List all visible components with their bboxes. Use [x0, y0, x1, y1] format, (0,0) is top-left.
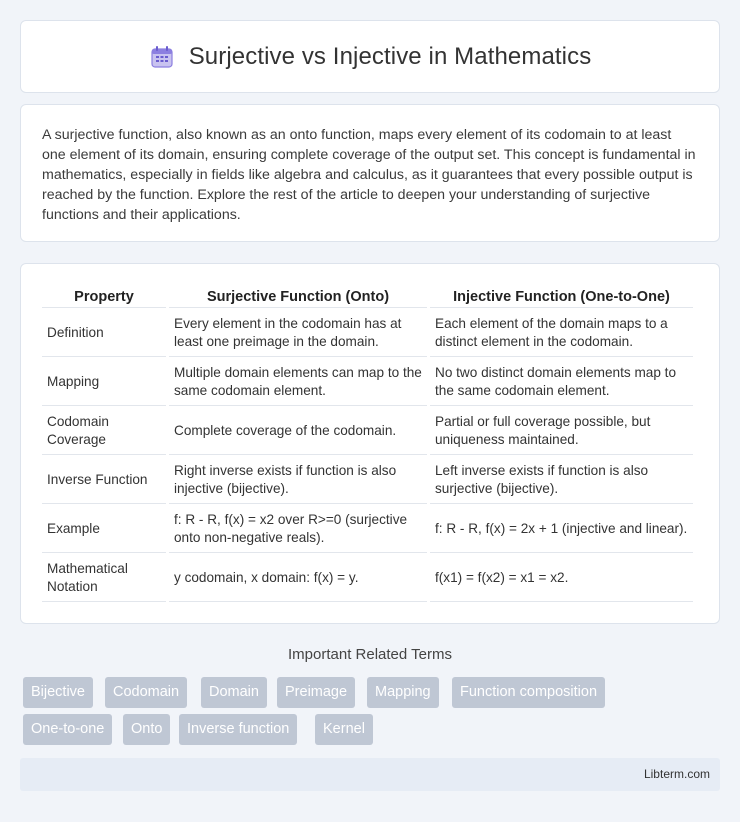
intro-text: A surjective function, also known as an onto function, maps every element of its codomain to at least one element of its domain, ensuring complete coverage of the output set. This concept is fundamental in mathematics, especially in fields like algebra and calculus, as it guarantees that every possible output is reached by the function. Explore the rest of the article to deepen your understanding of surjective functions and their applications.: [42, 127, 696, 223]
table-row: [42, 308, 693, 357]
tag-domain[interactable]: Domain: [201, 677, 267, 708]
tag-kernel[interactable]: Kernel: [315, 714, 373, 745]
table-cell: Complete coverage of the codomain.: [169, 406, 427, 455]
table-row: [42, 553, 693, 602]
table-row: [42, 357, 693, 406]
header-card: [20, 20, 720, 93]
tag-inverse-function[interactable]: Inverse function: [179, 714, 297, 745]
tag-bijective[interactable]: Bijective: [23, 677, 93, 708]
table-cell: Each element of the domain maps to a distinct element in the codomain.: [430, 308, 693, 357]
table-cell: Mapping: [42, 357, 166, 406]
related-terms-title: Important Related Terms: [288, 646, 452, 663]
table-row: [42, 504, 693, 553]
table-cell: Definition: [42, 308, 166, 357]
table-cell: Every element in the codomain has at least one preimage in the domain.: [169, 308, 427, 357]
table-cell: y codomain, x domain: f(x) = y.: [169, 553, 427, 602]
tag-mapping[interactable]: Mapping: [367, 677, 439, 708]
table-cell: No two distinct domain elements map to the same codomain element.: [430, 357, 693, 406]
table-cell: Example: [42, 504, 166, 553]
table-row: [42, 406, 693, 455]
table-cell: Codomain Coverage: [42, 406, 166, 455]
table-cell: Partial or full coverage possible, but uniqueness maintained.: [430, 406, 693, 455]
table-cell: Right inverse exists if function is also injective (bijective).: [169, 455, 427, 504]
column-header-property: Property: [42, 284, 166, 308]
tag-function-composition[interactable]: Function composition: [452, 677, 605, 708]
comparison-table-card: [20, 263, 720, 624]
table-row: [42, 455, 693, 504]
table-cell: Inverse Function: [42, 455, 166, 504]
tag-one-to-one[interactable]: One-to-one: [23, 714, 112, 745]
table-cell: f(x1) = f(x2) = x1 = x2.: [430, 553, 693, 602]
table-header-row: [42, 284, 693, 308]
footer-site-link[interactable]: Libterm.com: [643, 767, 710, 781]
table-cell: Mathematical Notation: [42, 553, 166, 602]
column-header-injective: Injective Function (One-to-One): [430, 284, 693, 308]
page-title: Surjective vs Injective in Mathematics: [188, 42, 592, 70]
table-cell: Multiple domain elements can map to the same codomain element.: [169, 357, 427, 406]
table-cell: Left inverse exists if function is also surjective (bijective).: [430, 455, 693, 504]
calendar-icon: [149, 44, 175, 70]
table-cell: f: R - R, f(x) = x2 over R>=0 (surjective onto non-negative reals).: [169, 504, 427, 553]
tag-onto[interactable]: Onto: [123, 714, 170, 745]
intro-card: [20, 104, 720, 242]
tag-codomain[interactable]: Codomain: [105, 677, 187, 708]
footer: [20, 758, 720, 791]
table-cell: f: R - R, f(x) = 2x + 1 (injective and linear).: [430, 504, 693, 553]
comparison-table: [39, 284, 696, 602]
column-header-surjective: Surjective Function (Onto): [169, 284, 427, 308]
tag-preimage[interactable]: Preimage: [277, 677, 355, 708]
